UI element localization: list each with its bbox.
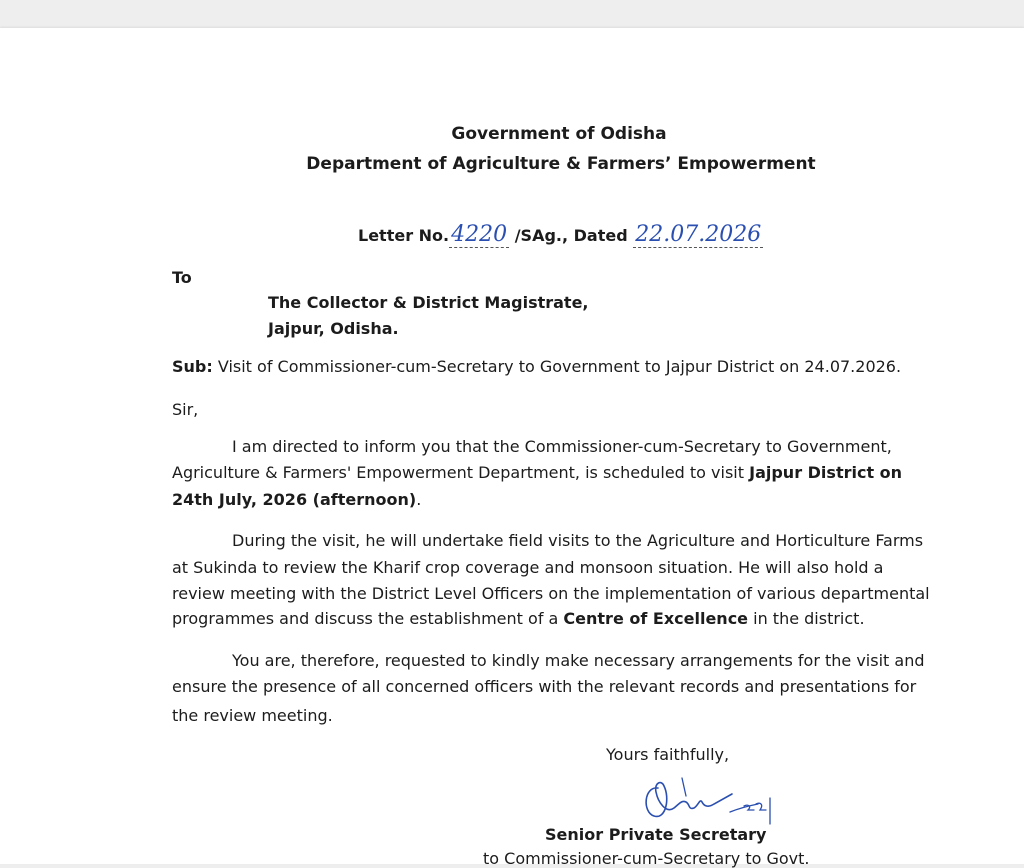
- para1-line2: [172, 463, 902, 482]
- para1-line3-bold: 24th July, 2026 (afternoon): [172, 490, 417, 509]
- letter-no-label: Letter No.: [358, 226, 450, 245]
- para2-line1: During the visit, he will undertake field visits to the Agriculture and Horticulture Farms: [232, 531, 924, 550]
- recipient-line-1: The Collector & District Magistrate,: [268, 293, 589, 312]
- para2-line4-text: programmes and discuss the establishment of a: [172, 609, 564, 628]
- signatory-designation-line2: to Commissioner-cum-Secretary to Govt.: [483, 849, 810, 868]
- para2-line4: [172, 609, 865, 628]
- header-department: Department of Agriculture & Farmers’ Empowerment: [306, 154, 816, 174]
- to-label: To: [172, 268, 192, 287]
- letter-number-line: [358, 222, 763, 247]
- subject-label: Sub:: [172, 357, 213, 376]
- subject-line: [172, 357, 901, 376]
- para1-line3-text: .: [416, 490, 422, 509]
- para2-line2: at Sukinda to review the Kharif crop coverage and monsoon situation. He will also hold a: [172, 558, 884, 577]
- signatory-designation: Senior Private Secretary: [545, 825, 767, 844]
- recipient-line-2: Jajpur, Odisha.: [268, 319, 399, 338]
- para3-line1: You are, therefore, requested to kindly make necessary arrangements for the visit and: [232, 651, 925, 670]
- para1-line1: I am directed to inform you that the Commissioner-cum-Secretary to Government,: [232, 437, 892, 456]
- para3-line2: ensure the presence of all concerned officers with the relevant records and presentations for: [172, 677, 917, 696]
- letter-number-handwritten: 4220: [451, 222, 508, 247]
- para2-line4-bold: Centre of Excellence: [563, 609, 749, 628]
- para2-line3: review meeting with the District Level Officers on the implementation of various departmental: [172, 584, 930, 603]
- header-government: Government of Odisha: [451, 124, 667, 144]
- para1-line2-bold: Jajpur District on: [749, 463, 903, 482]
- para3-line3: the review meeting.: [172, 706, 333, 725]
- para1-line2-text: Agriculture & Farmers' Empowerment Department, is scheduled to visit: [172, 463, 750, 482]
- subject-text: Visit of Commissioner-cum-Secretary to Government to Jajpur District on 24.07.2026.: [212, 357, 902, 376]
- para1-line3: [172, 490, 421, 509]
- para2-line4-tail: in the district.: [748, 609, 865, 628]
- letter-date-handwritten: 22.07.2026: [635, 222, 762, 247]
- salutation: Sir,: [172, 400, 199, 419]
- closing-yours-faithfully: Yours faithfully,: [606, 745, 730, 764]
- letter-mid-text: /SAg., Dated: [509, 226, 634, 245]
